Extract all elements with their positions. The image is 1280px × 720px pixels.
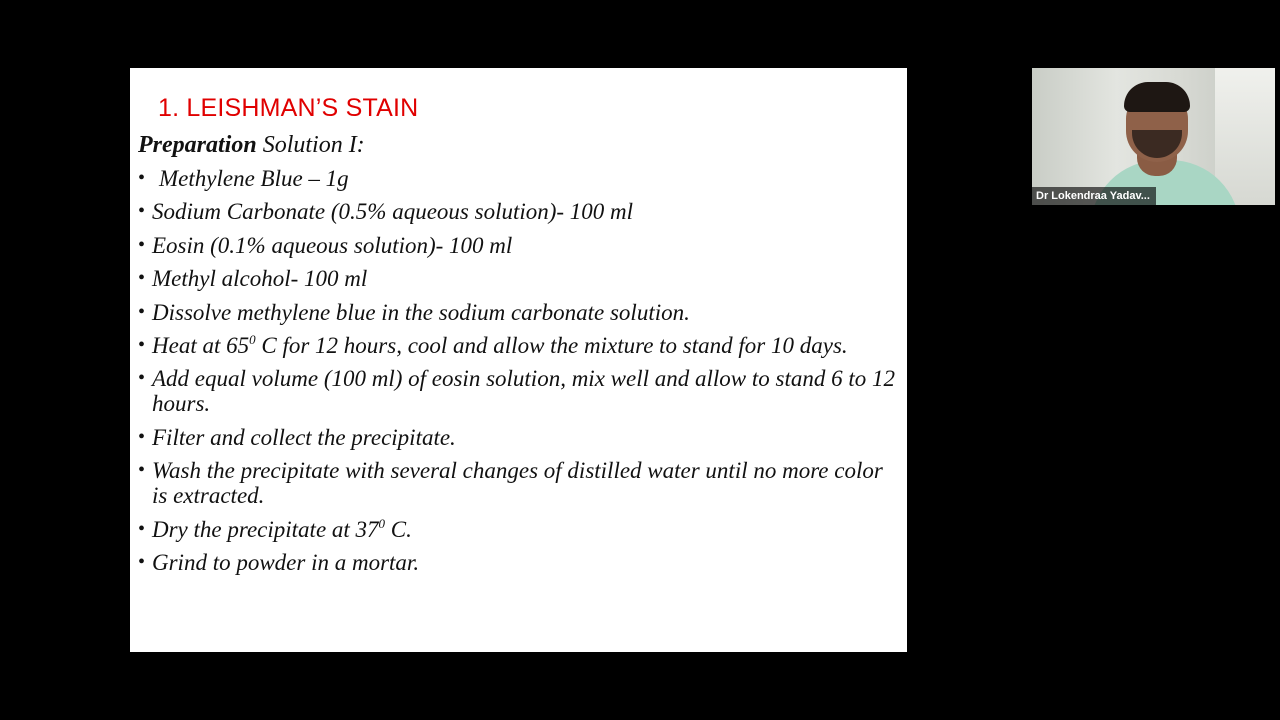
bullet-icon: • [138, 517, 146, 540]
bullet-text-part: Dry the precipitate at 37 [152, 516, 379, 542]
bullet-text-part: C. [385, 516, 412, 542]
bullet-text: Grind to powder in a mortar. [152, 549, 420, 575]
bullet-text: Eosin (0.1% aqueous solution)- 100 ml [152, 232, 513, 258]
superscript: 0 [249, 331, 256, 347]
participant-video-tile[interactable] [1032, 68, 1275, 205]
video-window-light [1215, 68, 1275, 205]
bullet-text: Methyl alcohol- 100 ml [152, 266, 368, 292]
list-item [138, 233, 898, 258]
bullet-text-part: C for 12 hours, cool and allow the mixture to stand for 10 days. [255, 332, 848, 358]
list-item [138, 199, 898, 224]
shared-slide [130, 68, 907, 652]
bullet-icon: • [138, 367, 146, 390]
bullet-text [152, 517, 412, 542]
bullet-icon: • [138, 267, 146, 290]
bullet-icon: • [138, 167, 146, 189]
list-item [138, 550, 898, 575]
bullet-text: Dissolve methylene blue in the sodium carbonate solution. [152, 299, 690, 325]
participant-hair [1124, 82, 1190, 112]
list-item [138, 517, 898, 542]
bullet-text: Methylene Blue – 1g [159, 166, 349, 191]
solution-label: Solution I: [256, 132, 365, 158]
bullet-icon: • [138, 459, 146, 482]
preparation-label: Preparation [138, 132, 257, 158]
bullet-icon: • [138, 333, 146, 356]
bullet-icon: • [138, 300, 146, 323]
list-item [138, 366, 898, 416]
bullet-list [138, 166, 898, 583]
bullet-text: Add equal volume (100 ml) of eosin solution, mix well and allow to stand 6 to 12 hours. [152, 366, 895, 417]
preparation-heading [138, 132, 365, 159]
bullet-icon: • [138, 200, 146, 223]
list-item [138, 266, 898, 291]
bullet-text [152, 333, 848, 358]
superscript: 0 [378, 515, 386, 531]
bullet-text: Sodium Carbonate (0.5% aqueous solution)- 100 ml [152, 199, 634, 225]
slide-title: 1. LEISHMAN’S STAIN [158, 94, 419, 122]
list-item [138, 166, 898, 191]
bullet-text: Filter and collect the precipitate. [152, 424, 456, 450]
bullet-icon: • [138, 425, 146, 448]
list-item [138, 425, 898, 450]
list-item [138, 333, 898, 358]
bullet-text-part: Heat at 65 [152, 332, 250, 358]
bullet-text: Wash the precipitate with several changes of distilled water until no more color is extracted. [152, 458, 883, 509]
list-item [138, 458, 898, 508]
bullet-icon: • [138, 233, 146, 256]
participant-name-label: Dr Lokendraa Yadav... [1032, 187, 1156, 205]
list-item [138, 300, 898, 325]
bullet-icon: • [138, 550, 146, 573]
